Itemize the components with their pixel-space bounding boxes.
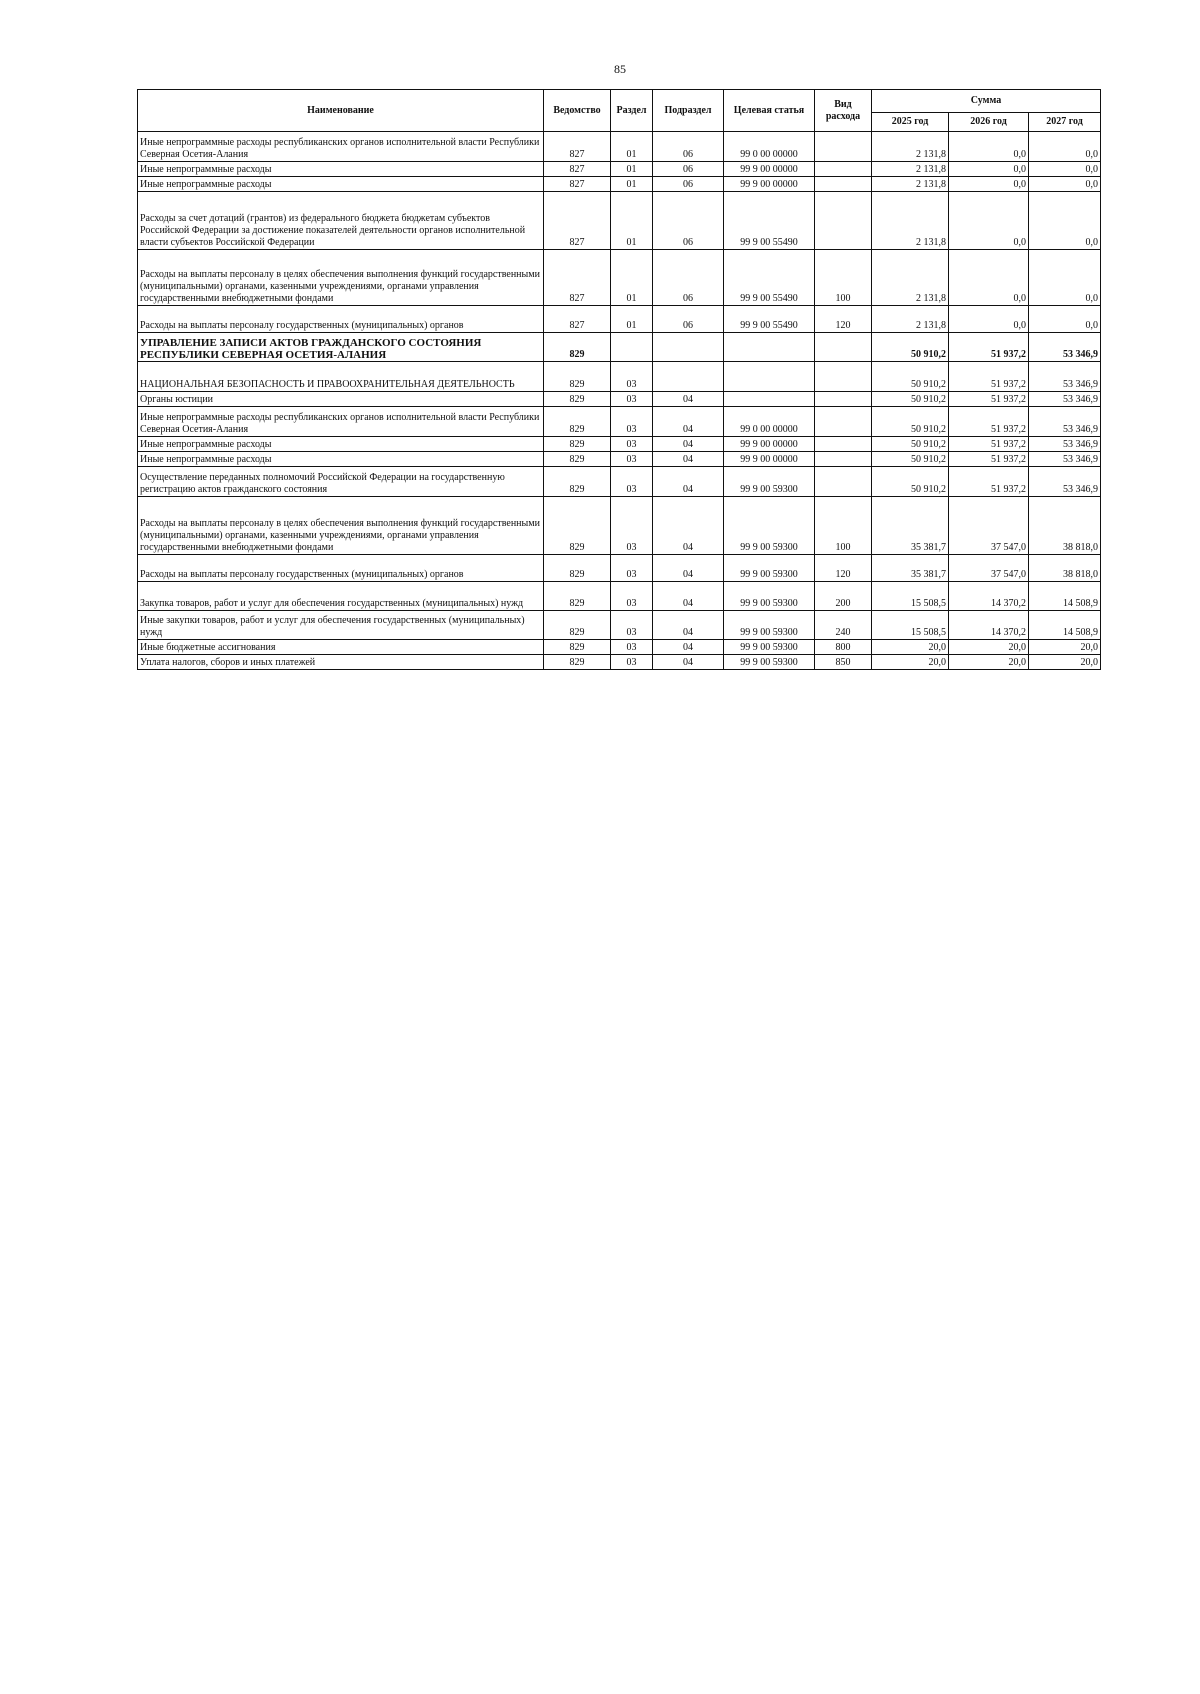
row-name: Расходы на выплаты персоналу в целях обеспечения выполнения функций государственными (муниципальными) органами, казенными учреждениями, органами управления государственными внебюджетными фондами xyxy=(138,250,544,306)
row-sum-2026: 0,0 xyxy=(949,250,1029,306)
row-sum-2025: 50 910,2 xyxy=(872,392,949,407)
row-vedomstvo: 827 xyxy=(544,250,611,306)
row-sum-2027: 38 818,0 xyxy=(1029,497,1101,555)
table-row xyxy=(138,640,1101,655)
row-vedomstvo: 827 xyxy=(544,306,611,333)
row-celevaya-statya: 99 0 00 00000 xyxy=(724,407,815,437)
row-celevaya-statya: 99 9 00 00000 xyxy=(724,452,815,467)
row-podrazdel: 04 xyxy=(653,582,724,611)
row-sum-2025: 50 910,2 xyxy=(872,437,949,452)
row-podrazdel: 06 xyxy=(653,177,724,192)
row-name: Расходы на выплаты персоналу в целях обеспечения выполнения функций государственными (муниципальными) органами, казенными учреждениями, органами управления государственными внебюджетными фондами xyxy=(138,497,544,555)
table-row xyxy=(138,162,1101,177)
row-razdel: 01 xyxy=(611,192,653,250)
row-vedomstvo: 829 xyxy=(544,407,611,437)
row-sum-2026: 51 937,2 xyxy=(949,333,1029,362)
row-razdel: 01 xyxy=(611,250,653,306)
row-name: УПРАВЛЕНИЕ ЗАПИСИ АКТОВ ГРАЖДАНСКОГО СОСТОЯНИЯ РЕСПУБЛИКИ СЕВЕРНАЯ ОСЕТИЯ-АЛАНИЯ xyxy=(138,333,544,362)
row-podrazdel: 04 xyxy=(653,655,724,670)
table-row xyxy=(138,497,1101,555)
row-podrazdel: 04 xyxy=(653,611,724,640)
header-2027: 2027 год xyxy=(1029,113,1101,132)
row-vedomstvo: 829 xyxy=(544,362,611,392)
row-sum-2025: 2 131,8 xyxy=(872,250,949,306)
row-sum-2026: 0,0 xyxy=(949,306,1029,333)
row-podrazdel: 06 xyxy=(653,192,724,250)
header-2026: 2026 год xyxy=(949,113,1029,132)
row-name: Уплата налогов, сборов и иных платежей xyxy=(138,655,544,670)
row-vedomstvo: 829 xyxy=(544,333,611,362)
row-name: Органы юстиции xyxy=(138,392,544,407)
table-row xyxy=(138,392,1101,407)
row-celevaya-statya: 99 9 00 59300 xyxy=(724,611,815,640)
row-vid-raskhoda: 100 xyxy=(815,497,872,555)
row-vid-raskhoda: 120 xyxy=(815,555,872,582)
row-vedomstvo: 829 xyxy=(544,497,611,555)
table-row xyxy=(138,132,1101,162)
row-vid-raskhoda xyxy=(815,392,872,407)
row-vedomstvo: 829 xyxy=(544,437,611,452)
table-row xyxy=(138,250,1101,306)
row-podrazdel: 04 xyxy=(653,640,724,655)
row-celevaya-statya xyxy=(724,362,815,392)
row-sum-2026: 0,0 xyxy=(949,192,1029,250)
row-podrazdel: 06 xyxy=(653,306,724,333)
row-sum-2025: 2 131,8 xyxy=(872,177,949,192)
row-vedomstvo: 829 xyxy=(544,452,611,467)
row-name: Иные непрограммные расходы республиканских органов исполнительной власти Республики Северная Осетия-Алания xyxy=(138,132,544,162)
row-vid-raskhoda xyxy=(815,362,872,392)
header-razdel: Раздел xyxy=(611,90,653,132)
row-celevaya-statya: 99 9 00 55490 xyxy=(724,250,815,306)
row-name: Иные бюджетные ассигнования xyxy=(138,640,544,655)
row-razdel: 01 xyxy=(611,306,653,333)
row-vid-raskhoda: 120 xyxy=(815,306,872,333)
row-razdel: 03 xyxy=(611,582,653,611)
header-vid-line1: Вид xyxy=(834,98,852,110)
row-sum-2025: 2 131,8 xyxy=(872,132,949,162)
row-celevaya-statya xyxy=(724,392,815,407)
row-vid-raskhoda xyxy=(815,162,872,177)
header-vid-line2: расхода xyxy=(825,110,861,122)
row-sum-2027: 38 818,0 xyxy=(1029,555,1101,582)
row-name: Иные непрограммные расходы республиканских органов исполнительной власти Республики Северная Осетия-Алания xyxy=(138,407,544,437)
row-vid-raskhoda xyxy=(815,467,872,497)
row-razdel: 03 xyxy=(611,437,653,452)
row-sum-2027: 0,0 xyxy=(1029,250,1101,306)
row-razdel: 01 xyxy=(611,177,653,192)
row-sum-2027: 20,0 xyxy=(1029,640,1101,655)
row-sum-2026: 51 937,2 xyxy=(949,452,1029,467)
row-sum-2025: 50 910,2 xyxy=(872,407,949,437)
row-sum-2026: 0,0 xyxy=(949,132,1029,162)
row-sum-2026: 14 370,2 xyxy=(949,582,1029,611)
row-sum-2027: 53 346,9 xyxy=(1029,452,1101,467)
row-celevaya-statya: 99 9 00 59300 xyxy=(724,640,815,655)
row-sum-2026: 51 937,2 xyxy=(949,362,1029,392)
row-podrazdel: 04 xyxy=(653,407,724,437)
row-podrazdel: 04 xyxy=(653,437,724,452)
row-razdel: 01 xyxy=(611,132,653,162)
row-name: Расходы на выплаты персоналу государственных (муниципальных) органов xyxy=(138,306,544,333)
table-body xyxy=(138,132,1101,670)
header-vedomstvo: Ведомство xyxy=(544,90,611,132)
row-vedomstvo: 829 xyxy=(544,392,611,407)
row-razdel: 03 xyxy=(611,467,653,497)
row-vid-raskhoda xyxy=(815,452,872,467)
row-sum-2025: 20,0 xyxy=(872,655,949,670)
row-celevaya-statya: 99 9 00 55490 xyxy=(724,306,815,333)
table-row xyxy=(138,555,1101,582)
row-sum-2026: 51 937,2 xyxy=(949,437,1029,452)
row-sum-2026: 51 937,2 xyxy=(949,407,1029,437)
header-summa: Сумма xyxy=(872,90,1101,113)
row-razdel: 03 xyxy=(611,407,653,437)
row-name: Иные закупки товаров, работ и услуг для обеспечения государственных (муниципальных) нужд xyxy=(138,611,544,640)
row-name: Иные непрограммные расходы xyxy=(138,452,544,467)
row-razdel: 03 xyxy=(611,555,653,582)
budget-table xyxy=(137,89,1101,670)
row-podrazdel: 04 xyxy=(653,467,724,497)
header-podrazdel: Подраздел xyxy=(653,90,724,132)
row-celevaya-statya: 99 9 00 00000 xyxy=(724,177,815,192)
row-sum-2027: 53 346,9 xyxy=(1029,333,1101,362)
row-vedomstvo: 829 xyxy=(544,582,611,611)
row-razdel: 03 xyxy=(611,452,653,467)
row-razdel: 03 xyxy=(611,362,653,392)
row-sum-2027: 53 346,9 xyxy=(1029,407,1101,437)
row-podrazdel: 04 xyxy=(653,392,724,407)
row-razdel: 03 xyxy=(611,497,653,555)
row-vedomstvo: 829 xyxy=(544,467,611,497)
row-sum-2026: 37 547,0 xyxy=(949,555,1029,582)
row-celevaya-statya: 99 9 00 59300 xyxy=(724,582,815,611)
row-vid-raskhoda xyxy=(815,192,872,250)
row-name: Осуществление переданных полномочий Российской Федерации на государственную регистрацию актов гражданского состояния xyxy=(138,467,544,497)
row-sum-2027: 53 346,9 xyxy=(1029,467,1101,497)
row-vedomstvo: 829 xyxy=(544,640,611,655)
row-sum-2025: 2 131,8 xyxy=(872,192,949,250)
row-sum-2027: 14 508,9 xyxy=(1029,582,1101,611)
row-name: Расходы за счет дотаций (грантов) из федерального бюджета бюджетам субъектов Российской Федерации за достижение показателей деятельности органов исполнительной власти субъектов Российской Федерации xyxy=(138,192,544,250)
table-row xyxy=(138,306,1101,333)
row-celevaya-statya: 99 9 00 00000 xyxy=(724,162,815,177)
row-name: Иные непрограммные расходы xyxy=(138,437,544,452)
row-podrazdel xyxy=(653,362,724,392)
header-2025: 2025 год xyxy=(872,113,949,132)
row-vedomstvo: 829 xyxy=(544,655,611,670)
row-sum-2027: 53 346,9 xyxy=(1029,437,1101,452)
row-sum-2025: 50 910,2 xyxy=(872,452,949,467)
row-name: Закупка товаров, работ и услуг для обеспечения государственных (муниципальных) нужд xyxy=(138,582,544,611)
row-razdel: 03 xyxy=(611,640,653,655)
row-celevaya-statya: 99 9 00 00000 xyxy=(724,437,815,452)
row-podrazdel: 04 xyxy=(653,555,724,582)
table-row xyxy=(138,582,1101,611)
row-sum-2027: 0,0 xyxy=(1029,132,1101,162)
row-celevaya-statya: 99 9 00 59300 xyxy=(724,555,815,582)
row-sum-2027: 0,0 xyxy=(1029,177,1101,192)
row-sum-2027: 53 346,9 xyxy=(1029,392,1101,407)
row-sum-2025: 35 381,7 xyxy=(872,555,949,582)
row-sum-2025: 20,0 xyxy=(872,640,949,655)
row-vid-raskhoda: 800 xyxy=(815,640,872,655)
row-vid-raskhoda: 240 xyxy=(815,611,872,640)
page-number: 85 xyxy=(614,62,626,76)
row-vid-raskhoda xyxy=(815,132,872,162)
row-sum-2026: 51 937,2 xyxy=(949,392,1029,407)
row-vedomstvo: 827 xyxy=(544,192,611,250)
table-row xyxy=(138,467,1101,497)
row-vedomstvo: 827 xyxy=(544,177,611,192)
row-name: Расходы на выплаты персоналу государственных (муниципальных) органов xyxy=(138,555,544,582)
row-sum-2025: 15 508,5 xyxy=(872,582,949,611)
row-razdel: 03 xyxy=(611,611,653,640)
row-sum-2026: 51 937,2 xyxy=(949,467,1029,497)
row-podrazdel: 04 xyxy=(653,452,724,467)
row-vedomstvo: 829 xyxy=(544,611,611,640)
row-sum-2025: 15 508,5 xyxy=(872,611,949,640)
row-sum-2025: 50 910,2 xyxy=(872,362,949,392)
row-name: Иные непрограммные расходы xyxy=(138,162,544,177)
table-header xyxy=(138,90,1101,132)
row-celevaya-statya: 99 0 00 00000 xyxy=(724,132,815,162)
row-sum-2027: 0,0 xyxy=(1029,306,1101,333)
row-celevaya-statya xyxy=(724,333,815,362)
row-sum-2025: 2 131,8 xyxy=(872,306,949,333)
row-sum-2025: 50 910,2 xyxy=(872,467,949,497)
row-celevaya-statya: 99 9 00 59300 xyxy=(724,467,815,497)
header-celevaya-statya: Целевая статья xyxy=(724,90,815,132)
row-vid-raskhoda: 100 xyxy=(815,250,872,306)
row-vid-raskhoda xyxy=(815,437,872,452)
table-row xyxy=(138,407,1101,437)
row-sum-2026: 0,0 xyxy=(949,162,1029,177)
row-sum-2027: 53 346,9 xyxy=(1029,362,1101,392)
row-sum-2025: 2 131,8 xyxy=(872,162,949,177)
row-vid-raskhoda: 200 xyxy=(815,582,872,611)
row-sum-2026: 14 370,2 xyxy=(949,611,1029,640)
row-name: НАЦИОНАЛЬНАЯ БЕЗОПАСНОСТЬ И ПРАВООХРАНИТЕЛЬНАЯ ДЕЯТЕЛЬНОСТЬ xyxy=(138,362,544,392)
row-sum-2026: 0,0 xyxy=(949,177,1029,192)
row-sum-2027: 0,0 xyxy=(1029,162,1101,177)
table-row xyxy=(138,362,1101,392)
row-sum-2027: 14 508,9 xyxy=(1029,611,1101,640)
row-vid-raskhoda xyxy=(815,177,872,192)
row-vedomstvo: 829 xyxy=(544,555,611,582)
row-name: Иные непрограммные расходы xyxy=(138,177,544,192)
row-podrazdel: 06 xyxy=(653,132,724,162)
row-vid-raskhoda xyxy=(815,407,872,437)
row-vid-raskhoda xyxy=(815,333,872,362)
row-sum-2026: 37 547,0 xyxy=(949,497,1029,555)
row-sum-2025: 35 381,7 xyxy=(872,497,949,555)
row-vid-raskhoda: 850 xyxy=(815,655,872,670)
row-sum-2027: 20,0 xyxy=(1029,655,1101,670)
row-razdel: 03 xyxy=(611,655,653,670)
row-razdel: 03 xyxy=(611,392,653,407)
row-podrazdel: 06 xyxy=(653,250,724,306)
row-celevaya-statya: 99 9 00 59300 xyxy=(724,497,815,555)
header-name: Наименование xyxy=(138,90,544,132)
row-vedomstvo: 827 xyxy=(544,162,611,177)
table-row xyxy=(138,177,1101,192)
row-podrazdel xyxy=(653,333,724,362)
table-row xyxy=(138,452,1101,467)
table-row xyxy=(138,611,1101,640)
row-podrazdel: 04 xyxy=(653,497,724,555)
row-sum-2027: 0,0 xyxy=(1029,192,1101,250)
row-sum-2026: 20,0 xyxy=(949,640,1029,655)
row-celevaya-statya: 99 9 00 59300 xyxy=(724,655,815,670)
row-razdel: 01 xyxy=(611,162,653,177)
row-podrazdel: 06 xyxy=(653,162,724,177)
table-row xyxy=(138,655,1101,670)
row-sum-2026: 20,0 xyxy=(949,655,1029,670)
row-vedomstvo: 827 xyxy=(544,132,611,162)
row-celevaya-statya: 99 9 00 55490 xyxy=(724,192,815,250)
row-sum-2025: 50 910,2 xyxy=(872,333,949,362)
table-row xyxy=(138,437,1101,452)
row-razdel xyxy=(611,333,653,362)
header-vid-raskhoda xyxy=(815,90,872,132)
table-row xyxy=(138,333,1101,362)
table-row xyxy=(138,192,1101,250)
